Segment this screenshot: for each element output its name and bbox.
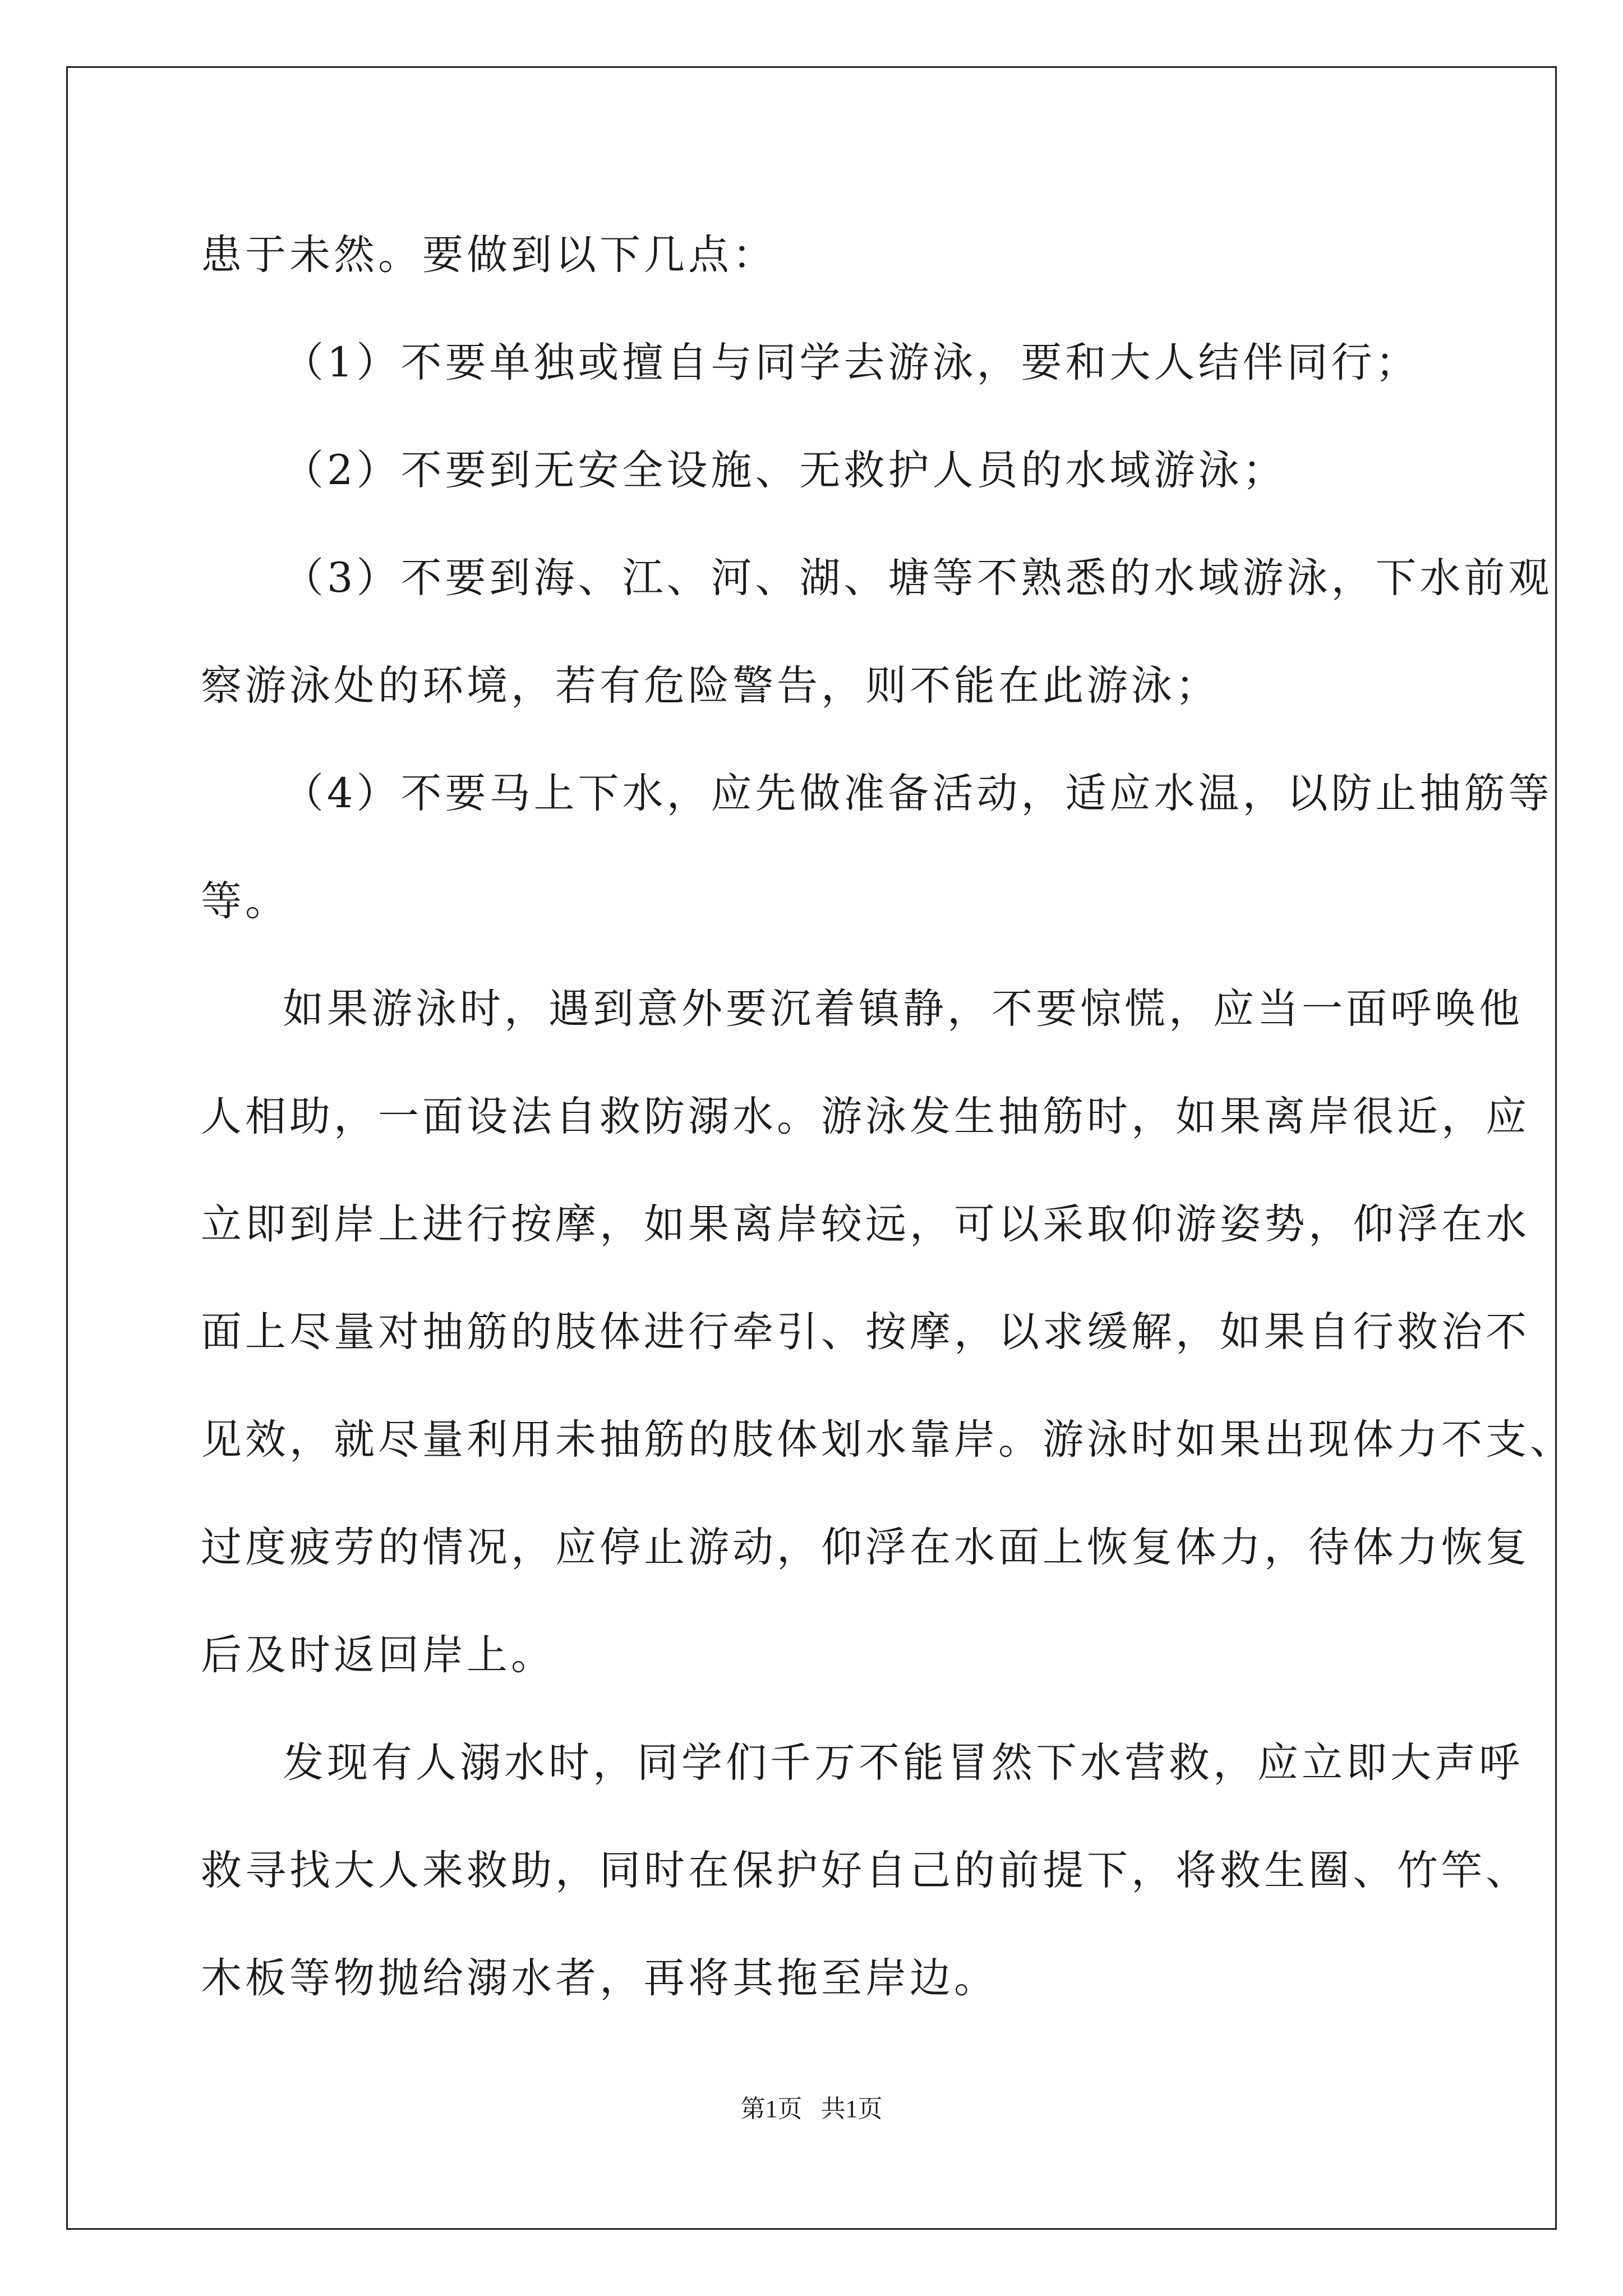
- list-item: （1）不要单独或擅自与同学去游泳，要和大人结伴同行；: [283, 339, 1420, 386]
- paragraph-line: 如果游泳时，遇到意外要沉着镇静，不要惊慌，应当一面呼唤他: [283, 985, 1523, 1033]
- text-line: 等。: [201, 877, 289, 925]
- text-line: 患于未然。要做到以下几点：: [201, 231, 777, 279]
- list-item: （3）不要到海、江、河、湖、塘等不熟悉的水域游泳，下水前观: [283, 554, 1553, 602]
- text-line: 察游泳处的环境，若有危险警告，则不能在此游泳；: [201, 662, 1220, 710]
- text-line: 见效，就尽量利用未抽筋的肢体划水靠岸。游泳时如果出现体力不支、: [201, 1416, 1574, 1464]
- list-item: （2）不要到无安全设施、无救护人员的水域游泳；: [283, 447, 1287, 494]
- page-footer: 第1页 共1页: [740, 2095, 883, 2123]
- list-item: （4）不要马上下水，应先做准备活动，适应水温，以防止抽筋等: [283, 770, 1553, 817]
- text-line: 面上尽量对抽筋的肢体进行牵引、按摩，以求缓解，如果自行救治不: [201, 1308, 1530, 1356]
- text-line: 立即到岸上进行按摩，如果离岸较远，可以采取仰游姿势，仰浮在水: [201, 1200, 1530, 1248]
- text-line: 木板等物抛给溺水者，再将其拖至岸边。: [201, 1954, 998, 2002]
- text-line: 救寻找大人来救助，同时在保护好自己的前提下，将救生圈、竹竿、: [201, 1847, 1530, 1894]
- text-line: 后及时返回岸上。: [201, 1631, 555, 1679]
- text-line: 过度疲劳的情况，应停止游动，仰浮在水面上恢复体力，待体力恢复: [201, 1524, 1530, 1571]
- text-line: 人相助，一面设法自救防溺水。游泳发生抽筋时，如果离岸很近，应: [201, 1093, 1530, 1140]
- paragraph-line: 发现有人溺水时，同学们千万不能冒然下水营救，应立即大声呼: [283, 1739, 1523, 1787]
